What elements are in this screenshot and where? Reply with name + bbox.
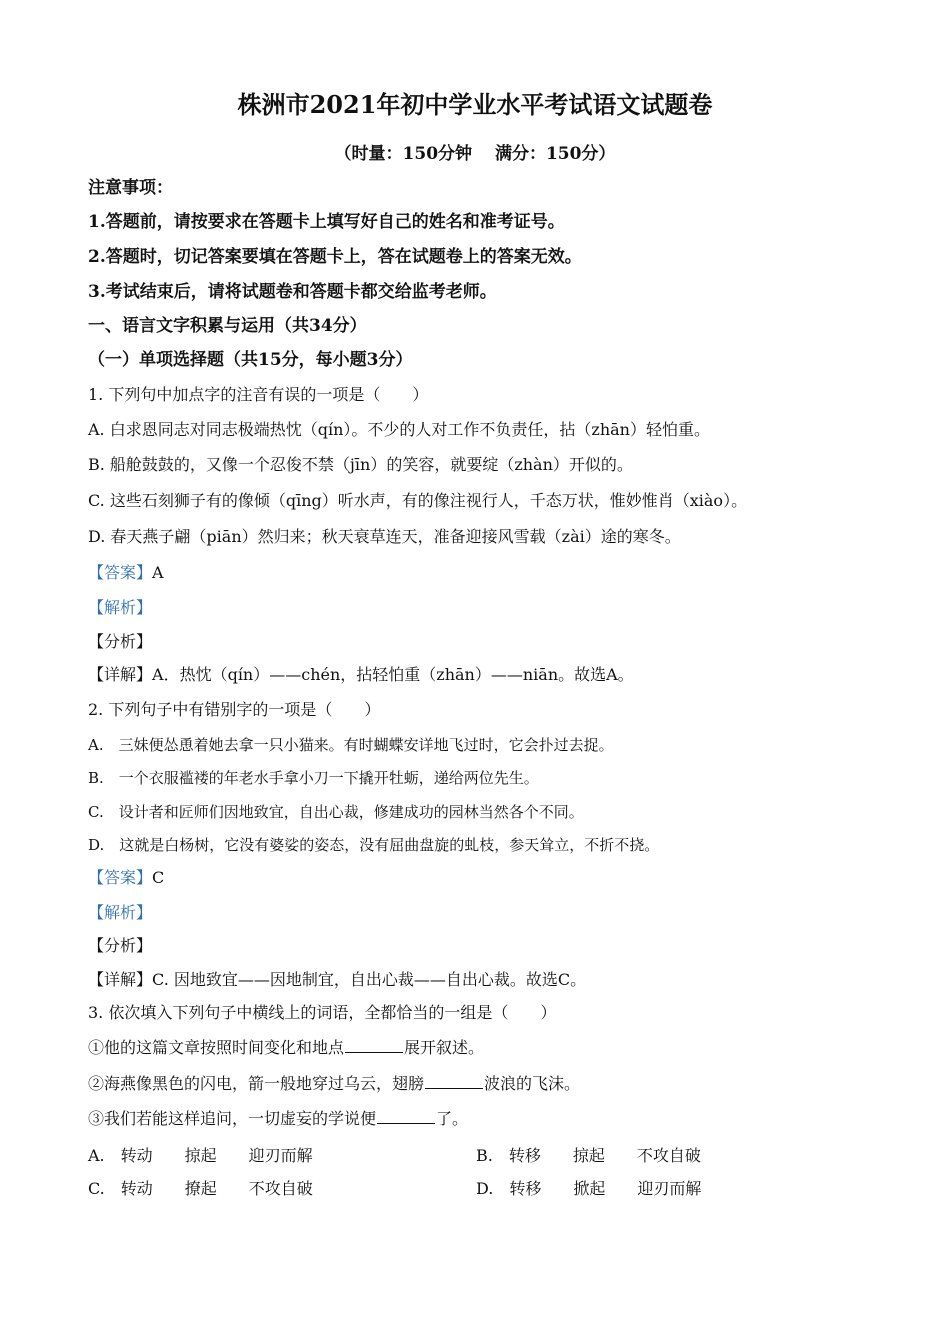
question-1-option-c: C. 这些石刻狮子有的像倾（qīng）听水声，有的像注视行人，千态万状，惟妙惟肖（xiào）。: [88, 491, 748, 510]
analysis-tag: 【解析】: [88, 598, 153, 617]
question-1-detail: [88, 665, 634, 685]
question-3-sentence-2: [88, 1074, 580, 1094]
notice-heading: 注意事项：: [88, 178, 173, 198]
question-1-option-d: D. 春天燕子翩（piān）然归来；秋天衰草连天，准备迎接风雪载（zài）途的寒冬。: [88, 527, 681, 546]
fill-in-blank: [345, 1038, 403, 1053]
section-heading: 一、语言文字积累与运用（共34分）: [88, 316, 367, 336]
fenxi-label: 【分析】: [88, 632, 153, 651]
question-2-detail: [88, 970, 586, 990]
question-3-option-c: C. 转动 撩起 不攻自破: [88, 1179, 313, 1198]
detail-text: C. 因地致宜——因地制宜，自出心裁——自出心裁。故选C。: [152, 970, 587, 989]
answer-tag: 【答案】: [88, 563, 153, 582]
question-3-option-b: B. 转移 掠起 不攻自破: [476, 1146, 701, 1165]
answer-value: A: [152, 563, 164, 582]
sentence-text: ③我们若能这样追问，一切虚妄的学说便: [88, 1109, 377, 1128]
sentence-text: ①他的这篇文章按照时间变化和地点: [88, 1038, 345, 1057]
question-3-stem: 3. 依次填入下列句子中横线上的词语，全都恰当的一组是（ ）: [88, 1003, 557, 1022]
question-1-option-a: A. 白求恩同志对同志极端热忱（qín）。不少的人对工作不负责任，拈（zhān）轻怕重。: [88, 420, 710, 439]
question-2-answer: [88, 868, 164, 888]
notice-item: 2.答题时，切记答案要填在答题卡上，答在试题卷上的答案无效。: [88, 247, 582, 267]
fill-in-blank: [425, 1074, 483, 1089]
answer-tag: 【答案】: [88, 868, 153, 887]
analysis-tag: 【解析】: [88, 903, 153, 922]
page-title: 株洲市2021年初中学业水平考试语文试题卷: [237, 90, 713, 119]
detail-label: 【详解】: [88, 970, 153, 989]
question-3-sentence-1: [88, 1038, 484, 1058]
detail-text: A．热忱（qín）——chén，拈轻怕重（zhān）——niān。故选A。: [152, 665, 634, 684]
sentence-text: 了。: [436, 1109, 469, 1128]
notice-item: 3.考试结束后，请将试题卷和答题卡都交给监考老师。: [88, 282, 497, 302]
question-1-answer: [88, 563, 164, 583]
answer-value: C: [152, 868, 165, 887]
question-2-option-a: A. 三妹便怂恿着她去拿一只小猫来。有时蝴蝶安详地飞过时，它会扑过去捉。: [88, 736, 614, 754]
question-2-option-d: D. 这就是白杨树，它没有婆娑的姿态，没有屈曲盘旋的虬枝，参天耸立，不折不挠。: [88, 836, 660, 854]
sentence-text: 波浪的飞沫。: [484, 1074, 581, 1093]
notice-item: 1.答题前，请按要求在答题卡上填写好自己的姓名和准考证号。: [88, 212, 565, 232]
subsection-heading: （一）单项选择题（共15分，每小题3分）: [88, 350, 413, 370]
exam-duration-and-score: （时量：150分钟 满分：150分）: [334, 144, 616, 164]
detail-label: 【详解】: [88, 665, 153, 684]
question-1-stem: 1. 下列句中加点字的注音有误的一项是（ ）: [88, 385, 429, 404]
sentence-text: ②海燕像黑色的闪电，箭一般地穿过乌云，翅膀: [88, 1074, 425, 1093]
question-2-option-b: B. 一个衣服褴褛的年老水手拿小刀一下撬开牡蛎，递给两位先生。: [88, 769, 539, 787]
question-3-option-d: D. 转移 掀起 迎刃而解: [476, 1179, 702, 1198]
question-2-option-c: C. 设计者和匠师们因地致宜，自出心裁，修建成功的园林当然各个不同。: [88, 803, 584, 821]
sentence-text: 展开叙述。: [404, 1038, 485, 1057]
question-3-option-a: A. 转动 掠起 迎刃而解: [88, 1146, 313, 1165]
question-3-sentence-3: [88, 1109, 468, 1129]
question-2-stem: 2. 下列句子中有错别字的一项是（ ）: [88, 700, 381, 719]
fill-in-blank: [377, 1109, 435, 1124]
question-1-option-b: B. 船舱鼓鼓的，又像一个忍俊不禁（jīn）的笑容，就要绽（zhàn）开似的。: [88, 455, 633, 474]
fenxi-label: 【分析】: [88, 936, 153, 955]
